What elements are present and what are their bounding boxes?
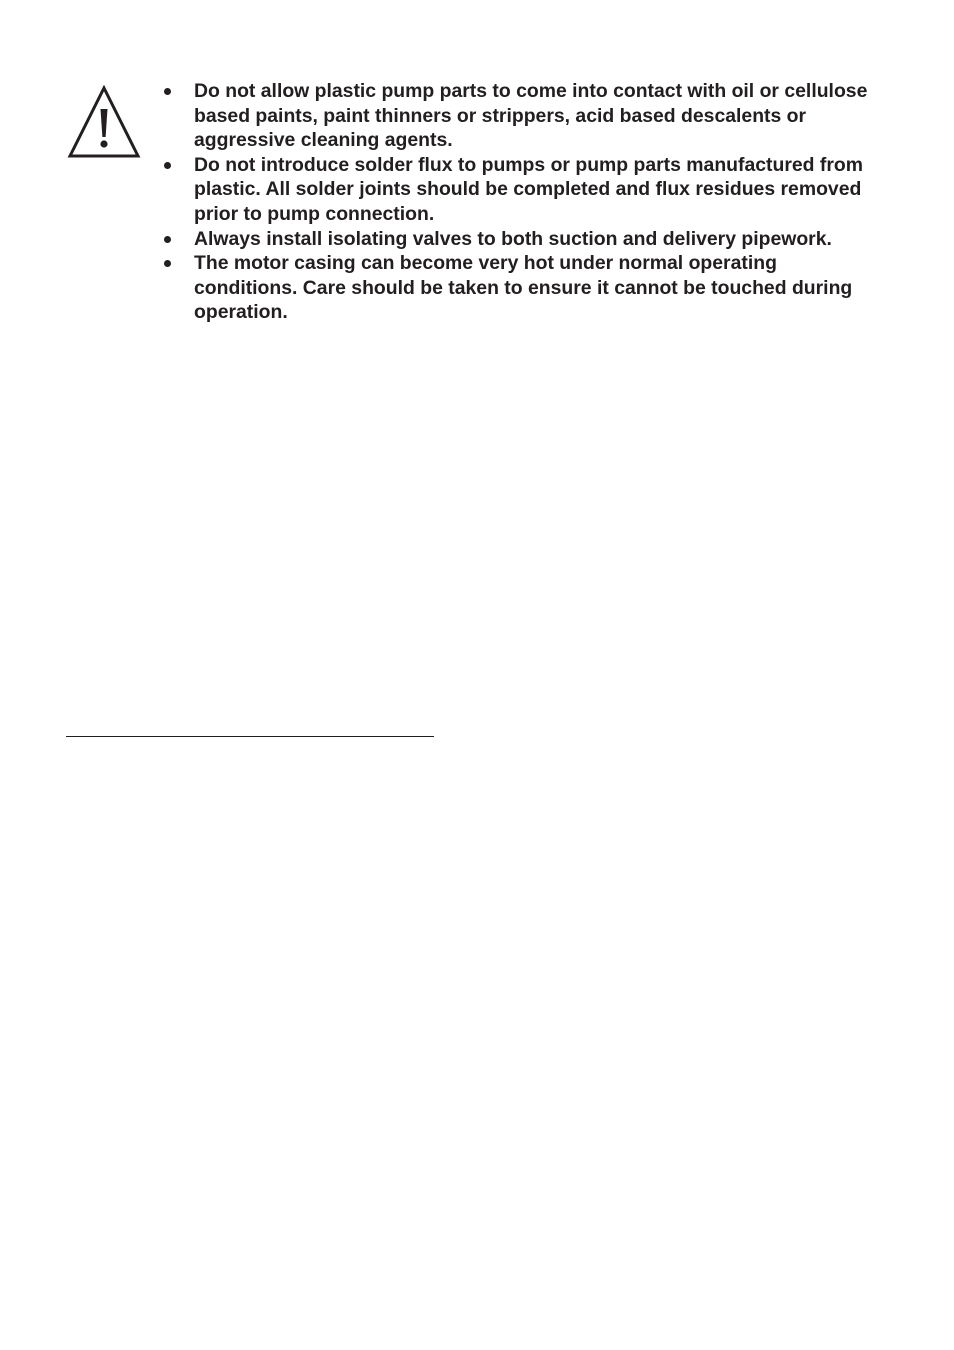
bullet-icon <box>164 162 171 169</box>
warning-item <box>160 227 880 252</box>
bullet-icon <box>164 88 171 95</box>
warning-item-text: Do not introduce solder flux to pumps or pump parts manufactured from plastic. All solder joints should be completed and flux residues removed prior to pump connection. <box>194 153 864 225</box>
warning-item-text: The motor casing can become very hot under normal operating conditions. Care should be taken to ensure it cannot be touched during operation. <box>194 252 853 324</box>
warning-triangle-icon <box>67 85 141 159</box>
warning-list <box>160 79 880 325</box>
footnote-divider <box>66 736 434 737</box>
warning-item <box>160 153 880 227</box>
warning-item-text: Do not allow plastic pump parts to come into contact with oil or cellulose based paints, paint thinners or strippers, acid based descalents or aggressive cleaning agents. <box>194 80 868 152</box>
bullet-icon <box>164 236 171 243</box>
warning-item-text: Always install isolating valves to both suction and delivery pipework. <box>194 227 832 250</box>
bullet-icon <box>164 260 171 267</box>
warning-item <box>160 251 880 325</box>
warning-item <box>160 79 880 153</box>
